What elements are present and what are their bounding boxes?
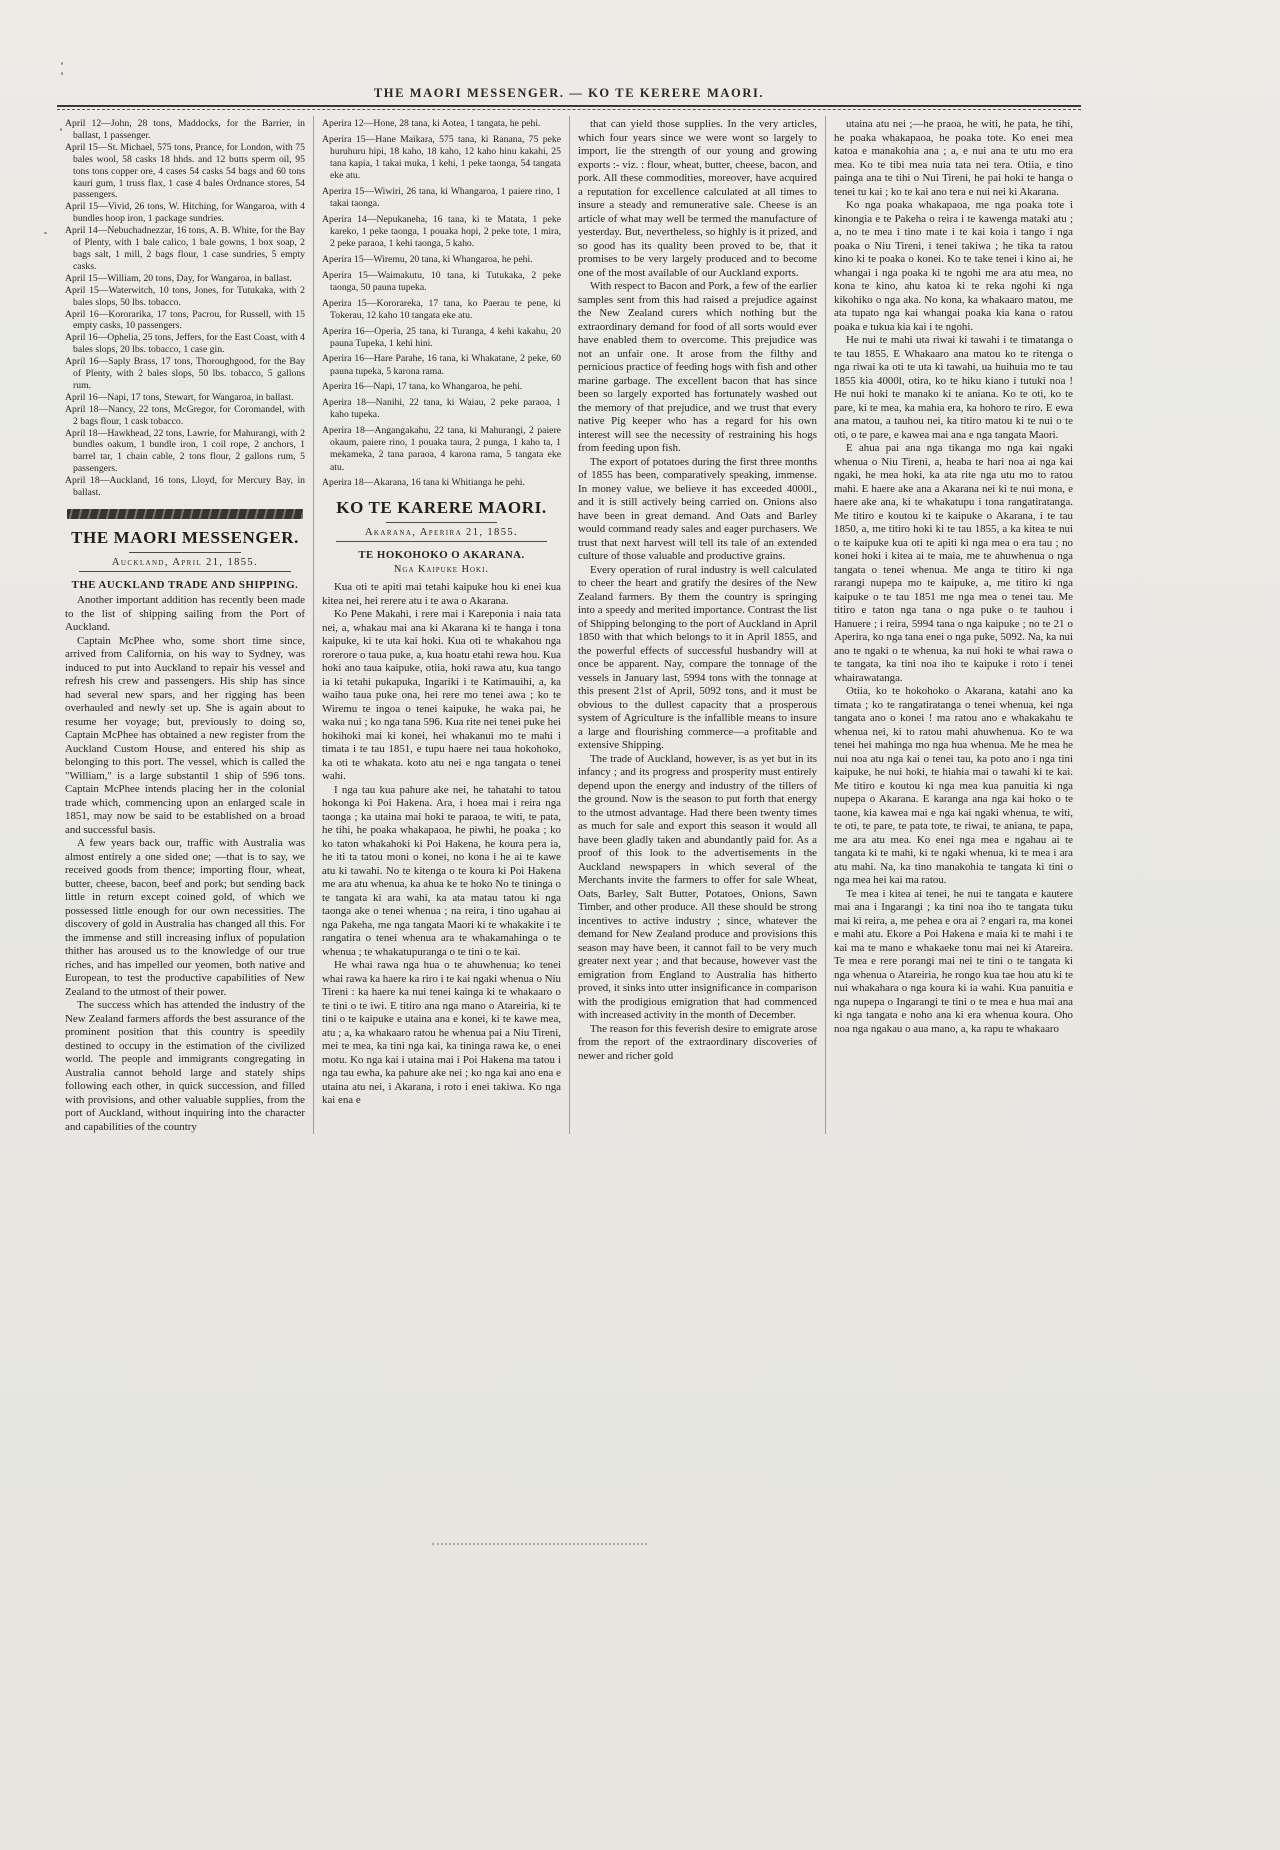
paragraph: utaina atu nei ;—he praoa, he witi, he pata, he tihi, he poaka whakapaoa, he poaka tote. Ko enei mea katoa e manakohia ana ; a, e nui ana te utu mo era mea. Ko te tibi mea nuia tata nei tera. Otiia, e tino painga ana te tihi o Nui Tireni, he pai hoki te hanga o tenei tu kai ; ko te kai ano tera e nui nei ki Akarana. (834, 118, 1073, 198)
shipping-entry: April 16—Ophelia, 25 tons, Jeffers, for the East Coast, with 4 bales slops, 20 lbs. tobacco, 1 case gin. (65, 332, 305, 356)
paragraph: The success which has attended the industry of the New Zealand farmers affords the best assurance of the prominent position that this country is speedily destined to occupy in the estimation of the civilized world. The people and immigrants congregating in Australia cannot behold large and stately ships following each other, in quick succession, and filled with provisions, and other valuable supplies, from the port of Auckland, without inquiring into the character and capabilities of the country (65, 999, 305, 1133)
paragraph: Te mea i kitea ai tenei, he nui te tangata e kautere mai ana i Ingarangi ; ka tini noa iho te tangata tuku mai ki reira, a, me pehea e ora ai ? engari ra, ma konei e mahi atu. Ekore a Poi Hakena e maia ki te mahi i te kai ma te mano e whakaeke tonu mai nei ki Atareira. Te mea e rere porangi mai nei te tini o te tangata ki nga whenua o Atareiria, he rongo kua tae hou atu ki te nui whakahara o nga koura ki ia wahi. Kua panuitia e nga nupepa o Ingarangi te tini o te mea e hua mai ana ki nga tangata e noho ana ki era whenua koura. Oho noa nga ngakau o aua mano, a, ka rapu te whakaaro (834, 887, 1073, 1035)
divider-rule (336, 541, 547, 542)
ornament-divider (67, 509, 303, 519)
dateline-maori: Akarana, Aperira 21, 1855. (364, 527, 519, 539)
paragraph: Ko Pene Makahi, i rere mai i Kareponia i naia tata nei, a, whakau mai ana ki Akarana ki te hanga i tona kaipuke, ki te uta kai hoki. Kua oti te whakahou nga rorerore o taua puke, a, kua hoatu etahi rewa hou. Kua hoki ano taua kaipuke, otiia, hoki rawa atu, kua tango ia ki tetahi pukapuka, Ingariki i te Katimauihi, a, ka waiho taua puke ona, hei rere mo tenei awa ; ko te Wiremu te ingoa o tenei kaipuke, he waka pai, he waka nui ; ko nga tana 596. Kua rite nei tenei puke hei hokihoki mai ki konei, hei whakanui mo te mahi i timata i te tau 1851, e tupu haere nei taua hokohoko, ka oti te whakata. koto atu nei e nga tangata o tenei wahi. (322, 608, 561, 783)
shipping-entry: April 18—Auckland, 16 tons, Lloyd, for Mercury Bay, in ballast. (65, 475, 305, 499)
shipping-entry: April 16—Kororarika, 17 tons, Pacrou, for Russell, with 15 empty casks, 10 passengers. (65, 308, 305, 332)
shipping-entry: Aperira 15—Wiremu, 20 tana, ki Whangaroa, he pehi. (322, 254, 533, 266)
running-head: THE MAORI MESSENGER. — KO TE KERERE MAORI. (373, 86, 765, 100)
paragraph: The trade of Auckland, however, is as yet but in its infancy ; and its progress and prosperity must entirely depend upon the energy and industry of the tillers of the ground. Now is the season to put forth that energy to the utmost advantage. Had there been twenty times as much for sale and export this season it would all have been gladly taken and abundantly paid for. As a proof of this look to the advertisements in the Auckland newspapers in which several of the Merchants invite the farmers to offer for sale Wheat, Oats, Barley, Salt Butter, Potatoes, Onions, Sawn Timber, and other produce. All these should be strong incentives to active industry ; since, whatever the demand for New Zealand produce and provisions this season may have been, it cannot fail to be very much greater next year ; and that because, however vast the emigration from England to Australia has hitherto proved, it sinks into utter insignificance in comparison with the prodigious emigration that had commenced with increased activity in the month of December. (578, 752, 817, 1021)
shipping-entry: Aperira 14—Nepukaneha, 16 tana, ki te Matata, 1 peke kareko, 1 peke taonga, 1 pouaka hopi, 2 peke tote, 1 mira, 2 peke paraoa, 1 kehi taonga, 5 kaho. (322, 213, 561, 250)
shipping-entry: Aperira 15—Wiwiri, 26 tana, ki Whangaroa, 1 paiere rino, 1 takai taonga. (322, 186, 561, 210)
shipping-entry: Aperira 16—Hare Parahe, 16 tana, ki Whakatane, 2 peke, 60 pauna tupeka, 5 karona rama. (322, 353, 561, 377)
paragraph: Kua oti te apiti mai tetahi kaipuke hou ki enei kua kitea nei, hei rerere atu i te awa o Akarana. (322, 581, 561, 607)
paragraph: E ahua pai ana nga tikanga mo nga kai ngaki whenua o Niu Tireni, a, heaba te hari noa ai nga kai ngaki, he mea hoki, ka ata rite nga utu mo to ratou mahi. E haere ake ana a Akarana nei ki te nui mona, e haere ake ana, ki te whakatupu i tona rangatiratanga. Me titiro e koutou ki te kaipuke o Akarana, i te tau 1850, a, me titiro hoki ki te tau 1855, a ka kitea te nui o te kaipuke kua oti te apiti ki nga mea o era tau ; no konei hoki i kitea ai te maia, me te ahuwhenua o nga tangata o tenei whenua. Me anga te titiro ki nga rarangi nupepa mo te kaipuke, a, me titiro ki nga kaipuke o te tau 1851 me nga mea o tenei tau. Me titiro e taton nga tana o nga puke o te tauhou i Hanuere ; i reira, 5994 tana o nga kaipuke ; no te 21 o Aperira, ko nga tana enei o nga puke, 5092. Na, ka nui ano te ngaki o te whenua, ka nui hoki te whai rawa o te tangata, ka tini noa iho te kaipuke i roto i tenei whairawatanga. (834, 442, 1073, 684)
shipping-entry: April 15—Waterwitch, 10 tons, Jones, for Tutukaka, with 2 bales slops, 50 lbs. tobacco. (65, 284, 305, 308)
shipping-entry: Aperira 18—Akarana, 16 tana ki Whitianga he pehi. (322, 477, 525, 489)
shipping-entry: April 14—Nebuchadnezzar, 16 tons, A. B. White, for the Bay of Plenty, with 1 bale calico, 1 bale gowns, 1 box soap, 2 bags salt, 1 mill, 2 bags flour, 1 case sundries, 5 empty casks. (65, 225, 305, 272)
paragraph: Every operation of rural industry is well calculated to cheer the heart and gratify the desires of the New Zealand farmers. By them the country is springing into a speedy and merited importance. Contrast the list of Shipping belonging to the port of Auckland in April 1850 with that which belongs to it in April 1855, and the powerful effects of successful husbandry will at once be apparent. Nay, compare the tonnage of the vessels in January last, 5994 tons with the tonnage at this present 21st of April, 5092 tons, and it must be obvious to the dullest capacity that a prosperous system of Agriculture is the infallible means to insure a large and flourishing commerce—a profitable and extensive Shipping. (578, 563, 817, 751)
divider-rule (79, 571, 291, 572)
paragraph: that can yield those supplies. In the very articles, which four years since we were wont so largely to import, lie the strength of our young and growing exports :- viz. : flour, wheat, butter, cheese, bacon, and pork. All these commodities, moreover, have acquired a reputation for excellence calculated at all times to insure a steady and remunerative sale. Cheese is an article of what may well be termed the manufacture of yesterday. But, nevertheless, so highly is it prized, and so good has its quality been proved to be, that it promises to be very largely produced and to become one of the most available of our Auckland exports. (578, 118, 817, 279)
shipping-entry: April 15—St. Michael, 575 tons, Prance, for London, with 75 bales wool, 58 casks 18 hhds. and 12 butts sperm oil, 95 tons tons copper ore, 4 cases 54 casks 54 bags and 60 tons kauri gum, 1 truss flax, 1 case 4 bales Ordnance stores, 54 passengers. (65, 141, 305, 201)
columns (57, 116, 1081, 1134)
shipping-entry: Aperira 12—Hone, 28 tana, ki Aotea, 1 tangata, he pehi. (322, 118, 541, 129)
column-1 (57, 116, 313, 1134)
paragraph: I nga tau kua pahure ake nei, he tahatahi to tatou hokonga ki Poi Hakena. Ara, i hoea mai i reira nga taonga ; ka utaina mai hoki te paraoa, te witi, te pata, he tihi, he poaka whakapaoa, he piwhi, he poaka ; ko ko taton whakahoki ki Poi Hakena, he koura pera ia, he iti ta tatou moni o konei, no kona i he ai te kawe atu ki tawahi. No te kitenga o te koura ki Poi Hakena me ara atu whenua, ka ahua ke te hoko No te tininga o te tangata ki ara wahi, ka ata matau tatou ki nga taonga ake o tenei whenua ; na reira, i tino ugahau ai nga Pakeha, me nga tangata Maori ki te whakakite i te rangatira o tenei whenua ara te whakamahinga o te whenua ; te whakatupuranga o te tini o te kai. (322, 783, 561, 958)
column-3 (569, 116, 825, 1134)
paragraph: He nui te mahi uta riwai ki tawahi i te timatanga o te tau 1855. E Whakaaro ana matou ko te ritenga o nga riwai ka oti te uta ki tawahi, ua huihuia mo te tau 1855 kia 4000l, otira, ko te hiku kiano i tutuki noa ! He nui hoki te manako ki te aniana. Ko te oti, ko te pare, ki te mea, ka mahia era, ka hohoro te riro. E ewa ana matou, a tauhou nei, ka titiro matou ki te nui o te oti, o te pare, e kawea mai ana e nga tangata Maori. (834, 334, 1073, 441)
shipping-entry: Aperira 15—Kororareka, 17 tana, ko Paerau te pene, ki Tokerau, 12 kaho 10 tangata eke atu. (322, 297, 561, 321)
paragraph: The reason for this feverish desire to emigrate arose from the report of the extraordinary discoveries of newer and richer gold (578, 1022, 817, 1062)
shipping-entry: April 15—William, 20 tons, Day, for Wangaroa, in ballast. (65, 272, 292, 284)
shipping-entry: April 15—Vivid, 26 tons, W. Hitching, for Wangaroa, with 4 bundles hoop iron, 1 package sundries. (65, 201, 305, 225)
header-rule (57, 105, 1081, 110)
column-4 (825, 116, 1081, 1134)
shipping-entry: Aperira 18—Angangakahu, 22 tana, ki Mahurangi, 2 paiere okaum, paiere rino, 1 pouaka taura, 2 punga, 1 kaho ta, 1 mekameka, 2 tana paraoa, 4 karona rama, 5 tangata eke atu. (322, 424, 561, 473)
paragraph: Ko nga poaka whakapaoa, me nga poaka tote i kinongia e te Pakeha o reira i te kawenga mataki atu ; a, no te mea i tino mate i te kai koia i tango i nga poaka o Niu Tireni, i tenei takiwa ; he tika ta ratou kino ki te poaka o konei. Ko te take tenei i kino ai, he whangai i nga poaka ki te ngohi me ara atu mea, no kona te kino, ahu katoa ki te reka ngohi ki nga kikohiko o nga aka. No kona, ka whakaaro matou, me ata tupato nga kai whangai poaka kia kana o ratou poaka e tukua kia kai i te ngohi. (834, 199, 1073, 333)
divider-rule (386, 522, 497, 523)
shipping-entry: Aperira 16—Operia, 25 tana, ki Turanga, 4 kehi kakahu, 20 pauna Tupeka, 1 kehi hini. (322, 325, 561, 349)
shipping-entry: April 12—John, 28 tons, Maddocks, for the Barrier, in ballast, 1 passenger. (65, 118, 305, 141)
shipping-entry: April 16—Napi, 17 tons, Stewart, for Wangaroa, in ballast. (65, 391, 294, 403)
shipping-entry: Aperira 16—Napi, 17 tana, ko Whangaroa, he pehi. (322, 381, 523, 393)
paragraph: Captain McPhee who, some short time since, arrived from California, on his way to Sydney, was induced to put into Auckland to repair his vessel and refresh his crew and passengers. His ship has since had several new spars, and her rigging has been overhauled and newly set up. She is again about to resume her voyage; but, previously to doing so, Captain McPhee has obtained a new register from the Auckland Custom House, and entered his ship as belonging to this port. The vessel, which is called the "William," is a large substantil 1 ship of 596 tons. Captain McPhee intends placing her in the colonial trade which, commencing upon an enlarged scale in 1851, may now be said to be established on a broad and successful basis. (65, 634, 305, 836)
article-heading-english: THE AUCKLAND TRADE AND SHIPPING. (71, 579, 299, 591)
scan-artifact (61, 62, 63, 65)
shipping-entry: Aperira 18—Nanihi, 22 tana, ki Waiau, 2 peke paraoa, 1 kaho tupeka. (322, 397, 561, 421)
paragraph: He whai rawa nga hua o te ahuwhenua; ko tenei whai rawa ka haere ka riro i te kai ngaki whenua o Niu Tireni : ka haere ka nui tenei kainga ki te whakaaro o te tini o te iwi. E titiro ana nga mano o Atareiria, ki te tini o te kaipuke e utaina ana e konei, ki te kawe mea, atu ; a, ka whakaaro ratou he whenua pai a Niu Tireni, mei te mea, ka tini nga kai, ka tininga rawa ke, o enei motu. Ko nga kai i utaina mai i Poi Hakena ma tatou i nga tau ewha, ka pahure ake nei ; ko nga kai ano ena e utaina atu nei, i Akarana, i roto i enei takiwa. Ko nga kai ena e (322, 959, 561, 1107)
newspaper-page (57, 86, 1081, 1134)
scan-artifact (44, 232, 47, 234)
scan-artifact (61, 72, 63, 75)
shipping-entry: April 18—Hawkhead, 22 tons, Lawrie, for Mahurangi, with 2 bundles oakum, 1 bundle iron, 1 coil rope, 2 anchors, 1 barrel tar, 1 chain cable, 2 tons flour, 2 gallons rum, 5 passengers. (65, 427, 305, 475)
shipping-entry: Aperira 15—Waimakutu, 10 tana, ki Tutukaka, 2 peke taonga, 50 pauna tupeka. (322, 269, 561, 293)
shipping-list-english (65, 118, 305, 499)
article-subheading-maori: Nga Kaipuke Hoki. (394, 564, 489, 576)
paragraph: Another important addition has recently been made to the list of shipping sailing from the Port of Auckland. (65, 594, 305, 633)
shipping-entry: April 18—Nancy, 22 tons, McGregor, for Coromandel, with 2 bags flour, 1 cask tobacco. (65, 403, 305, 427)
article-maori (322, 581, 561, 1108)
article-heading-maori: TE HOKOHOKO O AKARANA. (358, 549, 525, 562)
paragraph: Otiia, ko te hokohoko o Akarana, katahi ano ka timata ; ko te rangatiratanga o tenei whenua, kei nga tangata ano o konei ! ma ratou ano e whakakahu te whenua nei, ki to ratou mahi ahuwhenua. Ko te wa tenei hei mahinga mo nga hua whenua. Me he mea he nui noa atu nga kai o tenei tau, ka poto ano i nga tini kaipuke, he nui hoki, te hiahia mai o tawahi ki te kai. Me titiro e koutou ki nga mea kua panuitia ki nga nupepa o Akarana. E karanga ana nga kai hoko o te taone, kia kawea mai e nga kai ngaki whenua, te witi, te oti, te pare, te pata tote, te riwai, te aniana, te papa, me ara atu mea. Ko enei nga mea e ngahau ai te tangata ki te mahi, ki te ngaki whenua, ki te mea i ara atu mahi. Na, ka tino manakohia te tangata ki tini o nga mea hei kai ma ratou. (834, 685, 1073, 886)
paragraph: With respect to Bacon and Pork, a few of the earlier samples sent from this had raised a prejudice against the New Zealand curers which nothing but the extraordinary demand for food of all sorts would ever have enabled them to overcome. This prejudice was not an unfair one. It arose from the filthy and pernicious practice of feeding hogs with fish and other marine garbage. The excellent bacon that has since been so largely exported has fortunately washed out the memory of that prejudice, and we trust that every native Pig keeper who has a regard for his own interest will see the necessity of restraining his hogs from feeding upon fish. (578, 280, 817, 454)
column-2 (313, 116, 569, 1134)
masthead-english: THE MAORI MESSENGER. (71, 528, 299, 547)
scan-artifact-dotted-line (432, 1543, 647, 1545)
paragraph: A few years back our, traffic with Australia was almost entirely a one sided one; —that is to say, we received goods from thence; importing flour, wheat, butter, cheese, bacon, beef and pork; but sending back little in return except coined gold, of which we possessed little enough for our own necessities. The discovery of gold in Australia has changed all this. For the immense and still increasing influx of population thither has aroused us to the knowledge of our true riches, and has impelled our yeomen, both native and European, to test the productive capabilities of New Zealand to the utmost of their power. (65, 837, 305, 998)
shipping-entry: April 16—Saply Brass, 17 tons, Thoroughgood, for the Bay of Plenty, with 2 bales slops, 50 lbs. tobacco, 5 gallons rum. (65, 356, 305, 391)
article-english (65, 594, 305, 1134)
divider-rule (129, 552, 241, 553)
shipping-entry: Aperira 15—Hane Maikara, 575 tana, ki Ranana, 75 peke huruhuru hipi, 18 kaho, 18 kaho, 12 kaho hinu kakahi, 25 tana kapia, 1 takai muka, 1 kehi, 1 peke taonga, 54 tangata eke atu. (322, 133, 561, 182)
shipping-list-maori (322, 118, 561, 489)
dateline-english: Auckland, April 21, 1855. (111, 557, 259, 568)
masthead-maori: KO TE KARERE MAORI. (336, 498, 547, 518)
paragraph: The export of potatoes during the first three months of 1855 has been, comparatively speaking, immense. In money value, we believe it has exceeded 4000l., and it is still actively being carried on. Onions also have been in great demand. And Oats and Barley would command ready sales and eager purchasers. We trust that next harvest will tell its tale of an extended culture of those valuable and productive grains. (578, 455, 817, 562)
